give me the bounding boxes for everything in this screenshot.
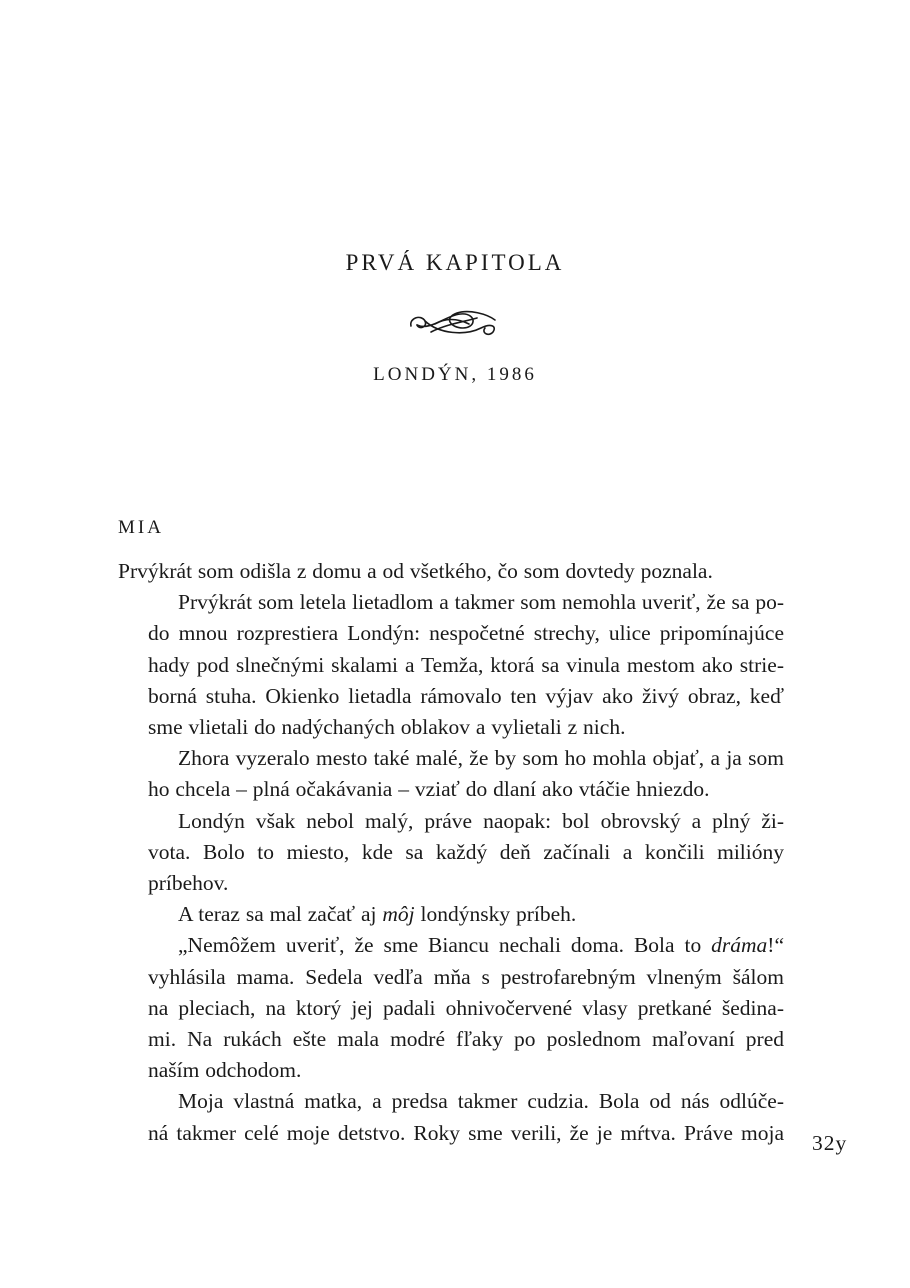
text-line: sme vlietali do nadýchaných oblakov a vylietali z nich. [148, 715, 626, 740]
paragraph [118, 743, 784, 805]
text-line: vyhlásila mama. Sedela vedľa mňa s pestrofarebným vlneným šálom [148, 964, 784, 989]
body-text [118, 556, 784, 1149]
text-line: mi. Na rukách ešte mala modré fľaky po poslednom maľovaní pred [148, 1027, 784, 1052]
paragraph [118, 930, 784, 1086]
section-label: MIA [118, 517, 164, 538]
text-fragment: !“ [767, 933, 784, 958]
paragraph [118, 806, 784, 900]
text-line: Prvýkrát som odišla z domu a od všetkého, čo som dovtedy poznala. [118, 559, 713, 583]
text-line: ho chcela – plná očakávania – vziať do dlaní ako vtáčie hniezdo. [148, 777, 710, 802]
text-fragment: A teraz sa mal začať aj [178, 902, 383, 927]
location-date: LONDÝN, 1986 [373, 364, 537, 385]
text-line: hady pod slnečnými skalami a Temža, ktorá sa vinula mestom ako strie- [148, 652, 784, 677]
text-fragment: „Nemôžem uveriť, že sme Biancu nechali doma. Bola to [178, 933, 712, 958]
text-line: do mnou rozprestiera Londýn: nespočetné strechy, ulice pripomínajúce [148, 621, 784, 646]
text-line: na pleciach, na ktorý jej padali ohnivočervené vlasy pretkané šedina- [148, 995, 784, 1020]
paragraph [118, 899, 784, 930]
text-fragment: londýnsky príbeh. [414, 902, 577, 927]
chapter-title: PRVÁ KAPITOLA [345, 250, 565, 275]
paragraph [118, 1086, 784, 1148]
emphasis-text: dráma [711, 933, 768, 958]
text-line [118, 899, 784, 930]
page-number: 32y [812, 1131, 848, 1155]
text-line: ná takmer celé moje detstvo. Roky sme verili, že je mŕtva. Práve moja [148, 1120, 784, 1145]
text-line [118, 930, 784, 961]
text-line: naším odchodom. [148, 1058, 302, 1083]
text-line: Prvýkrát som letela lietadlom a takmer som nemohla uveriť, že sa po- [178, 590, 784, 615]
paragraph [118, 587, 784, 743]
flourish-ornament-icon [405, 304, 501, 342]
text-line: Zhora vyzeralo mesto také malé, že by som ho mohla objať, a ja som [178, 746, 784, 771]
paragraph [118, 556, 784, 587]
emphasis-text: môj [382, 902, 415, 927]
text-line: borná stuha. Okienko lietadla rámovalo ten výjav ako živý obraz, keď [148, 683, 784, 708]
text-line: Moja vlastná matka, a predsa takmer cudzia. Bola od nás odlúče- [178, 1089, 784, 1114]
text-line: príbehov. [148, 871, 229, 896]
text-line: Londýn však nebol malý, práve naopak: bol obrovský a plný ži- [178, 808, 784, 833]
text-line: vota. Bolo to miesto, kde sa každý deň začínali a končili milióny [148, 839, 784, 864]
